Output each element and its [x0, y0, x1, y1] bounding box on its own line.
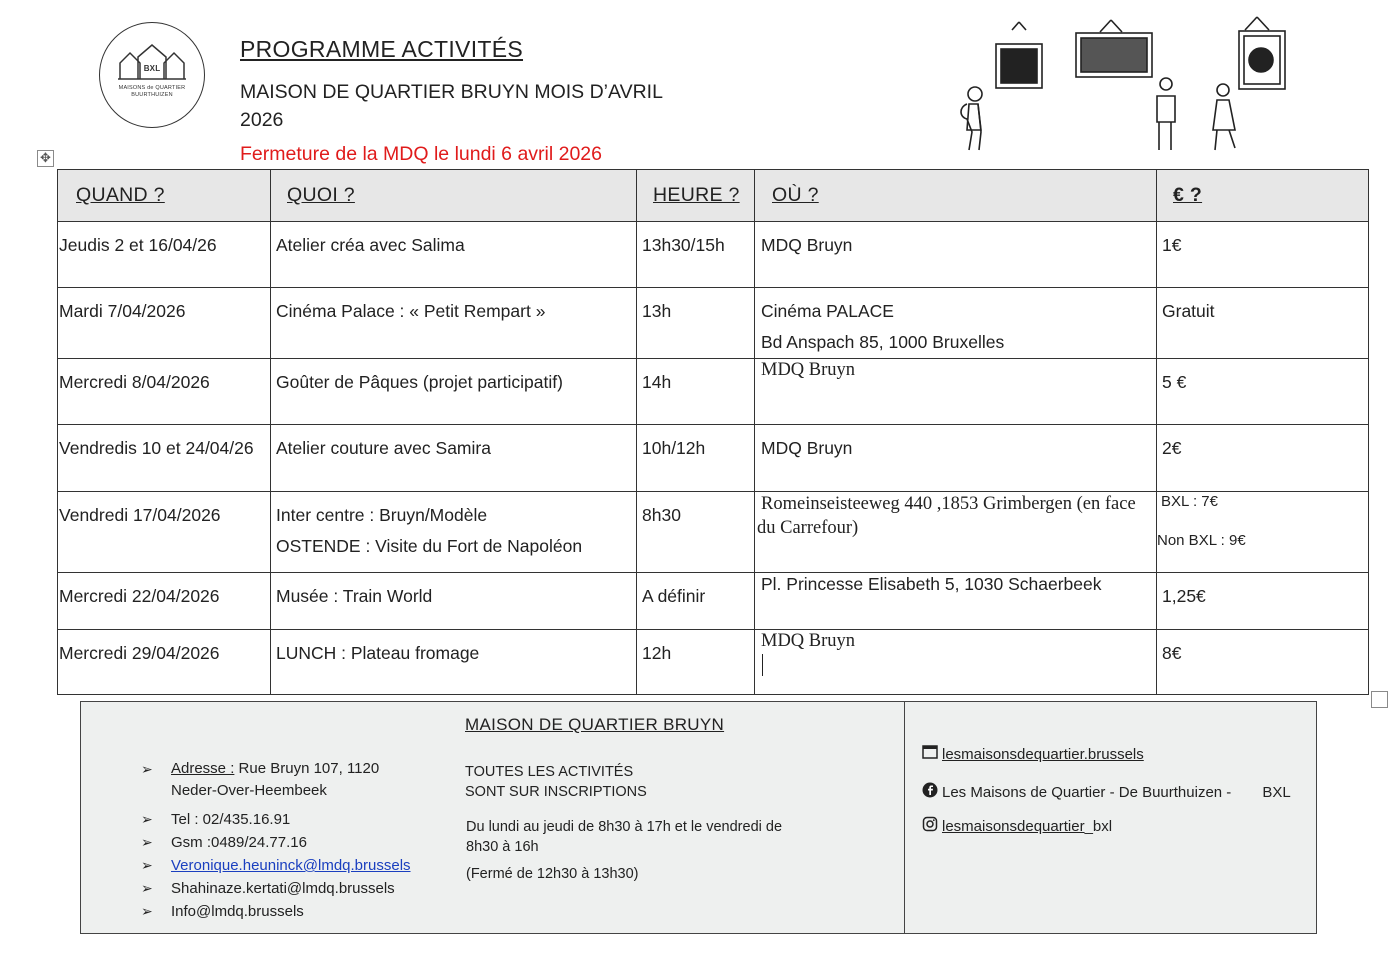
address-item — [141, 758, 411, 802]
move-handle-icon[interactable]: ✥ — [37, 150, 54, 167]
price-cell: 8€ — [1162, 643, 1182, 663]
instagram-suffix: _bxl — [1084, 818, 1113, 835]
when-cell: Vendredis 10 et 24/04/26 — [59, 438, 254, 458]
instagram-link[interactable]: lesmaisonsdequartier — [942, 818, 1085, 835]
facebook-icon — [922, 782, 938, 798]
email-link-veronique[interactable]: Veronique.heuninck@lmdq.brussels — [171, 857, 411, 874]
where-cell: Romeinseisteeweg 440 ,1853 Grimbergen (en face du Carrefour) — [757, 494, 1136, 538]
where-line1: Cinéma PALACE — [761, 301, 894, 321]
price-line1: BXL : 7€ — [1161, 493, 1218, 510]
email-item: ➢ Info@lmdq.brussels — [141, 900, 411, 923]
header-price: € ? — [1157, 170, 1369, 222]
time-cell: 10h/12h — [642, 438, 706, 458]
table-row — [58, 630, 1369, 695]
footer-divider — [904, 702, 905, 933]
price-cell: 1,25€ — [1162, 586, 1206, 606]
address-label: Adresse : — [171, 760, 235, 777]
text-cursor — [762, 654, 763, 676]
logo-houses-icon — [100, 23, 206, 129]
price-cell: 1€ — [1162, 235, 1182, 255]
what-cell: LUNCH : Plateau fromage — [276, 643, 480, 663]
what-line2: OSTENDE : Visite du Fort de Napoléon — [276, 536, 583, 556]
table-row — [58, 425, 1369, 492]
what-cell: Cinéma Palace : « Petit Rempart » — [276, 301, 546, 321]
closure-notice: Fermeture de la MDQ le lundi 6 avril 2026 — [240, 143, 602, 165]
where-cell: MDQ Bruyn — [761, 438, 853, 458]
price-cell: 2€ — [1162, 438, 1182, 458]
opening-hours: Du lundi au jeudi de 8h30 à 17h et le vendredi de 8h30 à 16h — [466, 819, 783, 855]
email-item: ➢ Shahinaze.kertati@lmdq.brussels — [141, 877, 411, 900]
where-cell: Pl. Princesse Elisabeth 5, 1030 Schaerbeek — [761, 574, 1102, 594]
price-line2: Non BXL : 9€ — [1157, 532, 1246, 549]
arrow-bullet-icon: ➢ — [141, 761, 153, 777]
table-row — [58, 222, 1369, 288]
when-cell: Mardi 7/04/2026 — [59, 301, 186, 321]
where-cell[interactable] — [755, 628, 1156, 684]
contact-footer — [80, 701, 1317, 934]
program-table — [57, 169, 1369, 695]
logo — [99, 22, 205, 128]
time-cell: 14h — [642, 372, 672, 392]
arrow-bullet-icon: ➢ — [141, 811, 153, 827]
time-cell: A définir — [642, 586, 706, 606]
instagram-row[interactable] — [922, 816, 1112, 835]
email-item[interactable] — [141, 854, 411, 877]
tel-item: ➢ Tel : 02/435.16.91 — [141, 808, 411, 831]
table-row — [58, 359, 1369, 425]
table-row — [58, 573, 1369, 630]
facebook-row — [922, 782, 1291, 801]
gsm-item: ➢ Gsm :0489/24.77.16 — [141, 831, 411, 854]
what-cell: Musée : Train World — [276, 586, 433, 606]
time-cell: 12h — [642, 643, 672, 663]
page-title: PROGRAMME ACTIVITÉS — [240, 36, 524, 62]
arrow-bullet-icon: ➢ — [141, 880, 153, 896]
when-cell: Mercredi 8/04/2026 — [59, 372, 210, 392]
table-header-row — [58, 170, 1369, 222]
price-cell — [1157, 492, 1368, 551]
logo-code: BXL — [143, 64, 161, 73]
instagram-icon — [922, 816, 938, 832]
gallery-illustration-icon — [945, 12, 1295, 157]
where-text: MDQ Bruyn — [761, 631, 856, 651]
table-row — [58, 288, 1369, 359]
facebook-suffix: BXL — [1262, 784, 1291, 801]
arrow-bullet-icon: ➢ — [141, 903, 153, 919]
registration-note: TOUTES LES ACTIVITÉS SONT SUR INSCRIPTIONS — [465, 764, 647, 800]
website-row[interactable] — [922, 744, 1144, 763]
header-what: QUOI ? — [271, 170, 637, 222]
address-line1: Rue Bruyn 107, 1120 — [234, 760, 380, 777]
time-cell: 13h — [642, 301, 672, 321]
website-link[interactable]: lesmaisonsdequartier.brussels — [942, 746, 1144, 763]
arrow-bullet-icon: ➢ — [141, 857, 153, 873]
arrow-bullet-icon: ➢ — [141, 834, 153, 850]
price-cell: Gratuit — [1162, 301, 1215, 321]
browser-icon — [922, 744, 938, 760]
table-resize-handle[interactable] — [1371, 691, 1388, 708]
table-row — [58, 492, 1369, 573]
closed-hours: (Fermé de 12h30 à 13h30) — [466, 866, 639, 882]
contact-list — [141, 758, 411, 923]
what-cell — [271, 490, 636, 562]
what-cell: Goûter de Pâques (projet participatif) — [276, 372, 563, 392]
facebook-text: Les Maisons de Quartier - De Buurthuizen - — [942, 784, 1232, 801]
logo-line1: MAISONS de QUARTIER — [118, 85, 186, 91]
what-cell: Atelier créa avec Salima — [276, 235, 465, 255]
when-cell: Jeudis 2 et 16/04/26 — [59, 235, 217, 255]
time-cell: 8h30 — [642, 505, 681, 525]
header-time: HEURE ? — [637, 170, 755, 222]
header-when: QUAND ? — [58, 170, 271, 222]
header-where: OÙ ? — [755, 170, 1157, 222]
where-line2: Bd Anspach 85, 1000 Bruxelles — [761, 332, 1005, 352]
time-cell: 13h30/15h — [642, 235, 725, 255]
page-subtitle: MAISON DE QUARTIER BRUYN MOIS D’AVRIL 2026 — [240, 81, 663, 131]
address-line2: Neder-Over-Heembeek — [171, 782, 327, 799]
when-cell: Mercredi 29/04/2026 — [59, 643, 220, 663]
where-cell: MDQ Bruyn — [761, 235, 853, 255]
when-cell: Vendredi 17/04/2026 — [59, 505, 221, 525]
when-cell: Mercredi 22/04/2026 — [59, 586, 220, 606]
logo-line2: BUURTHUIZEN — [131, 92, 173, 98]
what-cell: Atelier couture avec Samira — [276, 438, 491, 458]
footer-title: MAISON DE QUARTIER BRUYN — [465, 715, 725, 734]
price-cell: 5 € — [1162, 372, 1187, 392]
where-cell: MDQ Bruyn — [761, 360, 856, 380]
what-line1: Inter centre : Bruyn/Modèle — [276, 505, 488, 525]
where-cell — [755, 286, 1156, 358]
